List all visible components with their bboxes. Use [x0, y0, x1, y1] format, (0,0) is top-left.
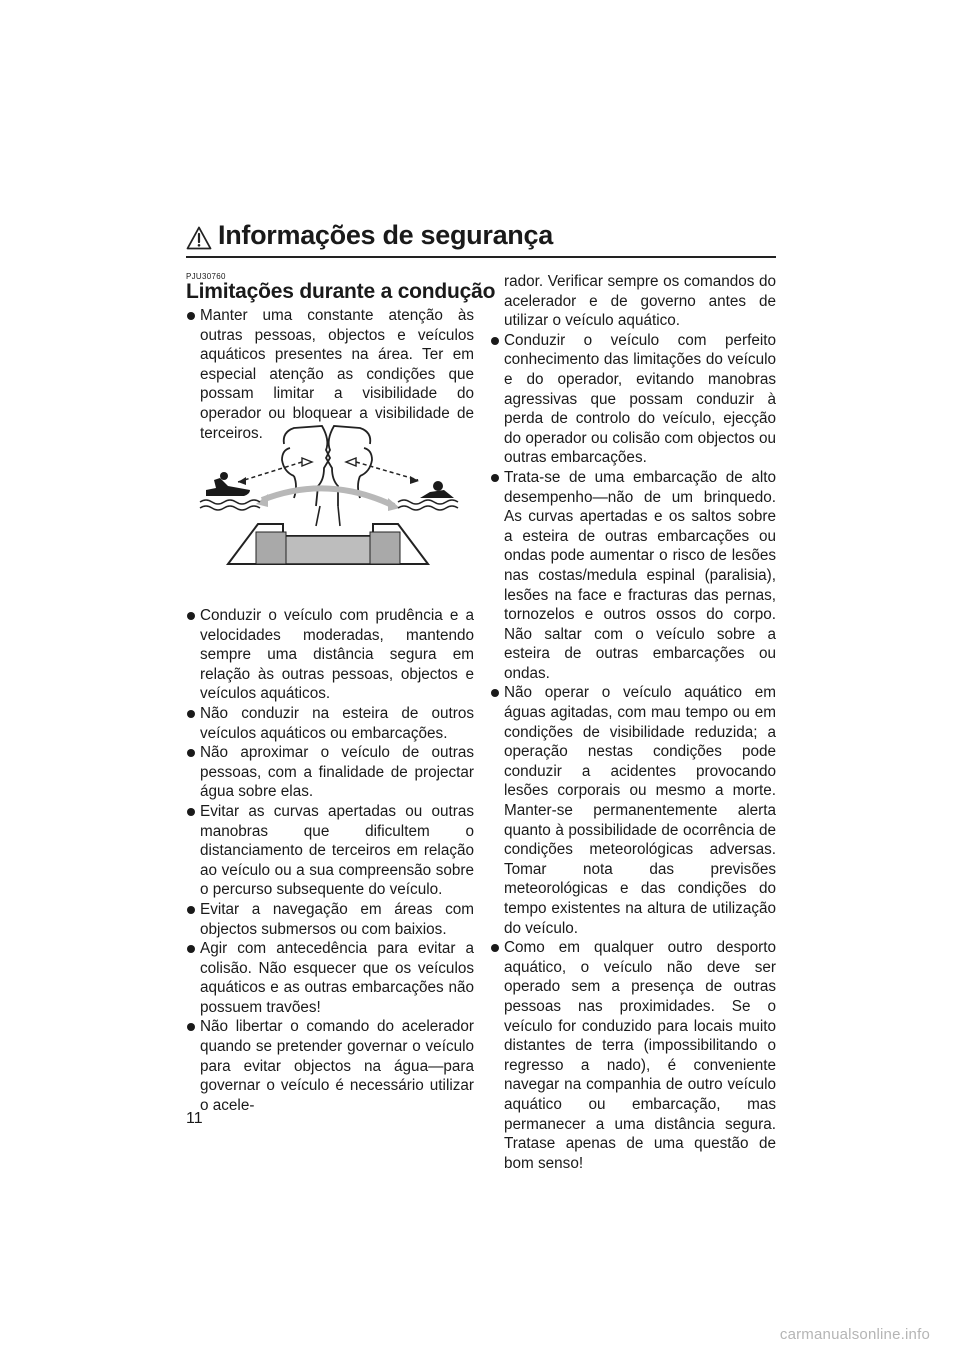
list-item: Agir com antecedência para evitar a colisão. Não esquecer que os veículos aquáticos e as outras embarcações não possuem travões!: [186, 939, 474, 1017]
watermark-text: carmanualsonline.info: [779, 1326, 930, 1343]
bullet-dot: [491, 337, 499, 345]
left-column-bottom: [186, 606, 474, 1115]
bullet-dot: [187, 612, 195, 620]
bullet-dot: [187, 906, 195, 914]
page-number: 11: [186, 1110, 203, 1127]
list-item: Conduzir o veículo com perfeito conhecimento das limitações do veículo e do operador, evitando manobras agressivas que possam conduzir à perda de controlo do veículo, ejecção do operador ou colisão com objectos ou outras embarcações.: [490, 331, 776, 468]
section-title: Limitações durante a condução: [186, 280, 496, 303]
field-of-vision-illustration: [198, 414, 460, 574]
list-item: Não libertar o comando do acelerador quando se pretender governar o veículo para evitar objectos na água—para governar o veículo é necessário utilizar o acele-: [186, 1017, 474, 1115]
bullet-dot: [187, 1023, 195, 1031]
list-item: Conduzir o veículo com prudência e a velocidades moderadas, mantendo sempre uma distância segura em relação às outras pessoas, objectos e veículos aquáticos.: [186, 606, 474, 704]
bullet-dot: [187, 710, 195, 718]
list-item: Evitar a navegação em áreas com objectos submersos ou com baixios.: [186, 900, 474, 939]
right-column: [490, 272, 776, 1173]
list-item: Trata-se de uma embarcação de alto desempenho—não de um brinquedo. As curvas apertadas e os saltos sobre a esteira de outras embarcações ou ondas pode aumentar o risco de lesões nas costas/medula espinal (paralisia), lesões na face e fracturas das pernas, tornozelos e outros ossos do corpo. Não saltar com o veículo sobre a esteira de outras embarcações ou ondas.: [490, 468, 776, 684]
page-header: [186, 222, 776, 258]
warning-triangle-icon: [186, 226, 212, 250]
continuation-text: rador. Verificar sempre os comandos do acelerador e de governo antes de utilizar o veículo aquático.: [504, 273, 776, 330]
bullet-dot: [491, 944, 499, 952]
list-item: Não aproximar o veículo de outras pessoas, com a finalidade de projectar água sobre elas.: [186, 743, 474, 802]
bullet-dot: [491, 474, 499, 482]
list-item: Manter uma constante atenção às outras pessoas, objectos e veículos aquáticos presentes na área. Ter em especial atenção as condições que possam limitar a visibilidade do operador ou bloquear a visibilidade de terceiros.: [186, 306, 474, 443]
page-title: Informações de segurança: [218, 220, 553, 250]
list-item: Não operar o veículo aquático em águas agitadas, com mau tempo ou em condições de visibilidade reduzida; a operação nestas condições pode conduzir a acidentes provocando lesões corporais ou mesmo a morte. Manter-se permanentemente alerta quanto à possibilidade de ocorrência de condições meteorológicas adversas. Tomar nota das previsões meteorológicas e das condições do tempo existentes na altura de utilização do veículo.: [490, 683, 776, 938]
list-item: Evitar as curvas apertadas ou outras manobras que dificultem o distanciamento de terceiros em relação ao veículo ou a sua compreensão sobre o percurso subsequente do veículo.: [186, 802, 474, 900]
section-code: PJU30760: [186, 272, 226, 281]
bullet-dot: [187, 808, 195, 816]
bullet-dot: [187, 945, 195, 953]
list-item: Como em qualquer outro desporto aquático, o veículo não deve ser operado sem a presença de outras pessoas nas proximidades. Se o veículo for conduzido para locais muito distantes de terra (impossibilitando o regresso a nado), é conveniente navegar na companhia de outro veículo aquático ou embarcação, mas permanecer a uma distância segura. Tratase apenas de uma questão de bom senso!: [490, 938, 776, 1173]
list-item: Não conduzir na esteira de outros veículos aquáticos ou embarcações.: [186, 704, 474, 743]
bullet-dot: [187, 312, 195, 320]
bullet-dot: [491, 689, 499, 697]
bullet-dot: [187, 749, 195, 757]
